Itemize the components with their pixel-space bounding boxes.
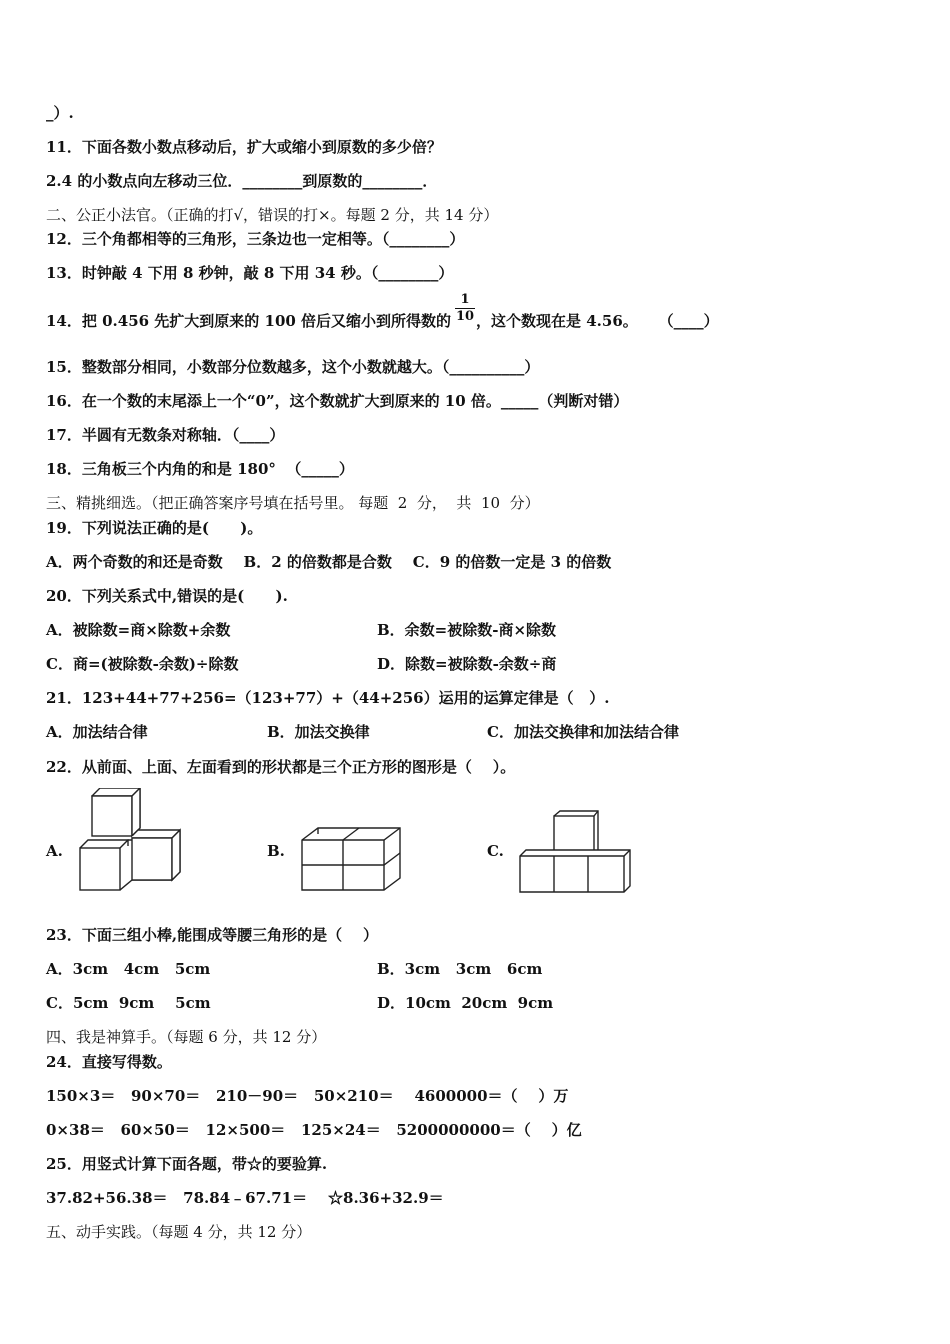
- section-2-title: 二、公正小法官。（正确的打√，错误的打×。每题 2 分，共 14 分）: [46, 206, 499, 224]
- question-20-option-d: D．除数=被除数-余数÷商: [377, 655, 557, 673]
- question-19-options: A．两个奇数的和还是奇数 B．2 的倍数都是合数 C．9 的倍数一定是 3 的倍数: [46, 553, 612, 571]
- question-20-option-a: A．被除数=商×除数+余数: [46, 621, 231, 639]
- cube-figure-b: [298, 824, 404, 894]
- question-20-option-c: C．商=(被除数-余数)÷除数: [46, 655, 239, 673]
- question-25: 25．用竖式计算下面各题，带☆的要验算.: [46, 1155, 328, 1173]
- question-24-row-1: 150×3＝ 90×70＝ 210－90＝ 50×210＝ 4600000＝（ ）万: [46, 1087, 569, 1105]
- question-21-option-c: C．加法交换律和加法结合律: [487, 723, 679, 741]
- question-22: 22．从前面、上面、左面看到的形状都是三个正方形的图形是（ ）。: [46, 758, 516, 776]
- question-11: 11．下面各数小数点移动后，扩大或缩小到原数的多少倍？: [46, 138, 442, 156]
- question-22-label-c: C.: [487, 842, 504, 860]
- question-23-option-b: B．3cm 3cm 6cm: [377, 960, 543, 978]
- section-5-title: 五、动手实践。（每题 4 分，共 12 分）: [46, 1223, 312, 1241]
- question-21-option-b: B．加法交换律: [267, 723, 370, 741]
- section-3-title: 三、精挑细选。（把正确答案序号填在括号里。 每题 2 分， 共 10 分）: [46, 494, 540, 512]
- cube-figure-c: [516, 810, 636, 896]
- question-24: 24．直接写得数。: [46, 1053, 172, 1071]
- question-16: 16．在一个数的末尾添上一个“0”，这个数就扩大到原来的 10 倍。_____（判断对错）: [46, 392, 629, 410]
- question-14-part2: ，这个数现在是 4.56。 （____）: [476, 312, 719, 330]
- question-17: 17．半圆有无数条对称轴．（____）: [46, 426, 285, 444]
- question-20-option-b: B．余数=被除数-商×除数: [377, 621, 557, 639]
- line-0: _）.: [46, 104, 74, 122]
- fraction-denominator: 10: [455, 309, 475, 324]
- question-12: 12．三个角都相等的三角形，三条边也一定相等。（________）: [46, 230, 465, 248]
- question-22-label-a: A.: [46, 842, 63, 860]
- question-23-option-c: C．5cm 9cm 5cm: [46, 994, 211, 1012]
- fraction-numerator: 1: [460, 292, 470, 307]
- cube-figure-a: [76, 788, 186, 894]
- question-23-option-a: A．3cm 4cm 5cm: [46, 960, 211, 978]
- question-23-option-d: D．10cm 20cm 9cm: [377, 994, 554, 1012]
- section-4-title: 四、我是神算手。（每题 6 分，共 12 分）: [46, 1028, 327, 1046]
- question-23: 23．下面三组小棒,能围成等腰三角形的是（ ）: [46, 926, 378, 944]
- fraction-one-tenth: [455, 293, 475, 324]
- question-18: 18．三角板三个内角的和是 180° （_____）: [46, 460, 354, 478]
- question-22-label-b: B.: [267, 842, 285, 860]
- question-21-option-a: A．加法结合律: [46, 723, 148, 741]
- question-21: 21．123+44+77+256=（123+77）+（44+256）运用的运算定律是（ ）.: [46, 689, 610, 707]
- question-14-part1: 14．把 0.456 先扩大到原来的 100 倍后又缩小到所得数的: [46, 312, 452, 330]
- question-25-row: 37.82+56.38＝ 78.84﹣67.71＝ ☆8.36+32.9＝: [46, 1189, 444, 1207]
- question-13: 13．时钟敲 4 下用 8 秒钟，敲 8 下用 34 秒。（________）: [46, 264, 454, 282]
- question-24-row-2: 0×38＝ 60×50＝ 12×500＝ 125×24＝ 5200000000＝（ ）亿: [46, 1121, 582, 1139]
- question-11-body: 2.4 的小数点向左移动三位．________到原数的________．: [46, 172, 438, 190]
- question-15: 15．整数部分相同，小数部分位数越多，这个小数就越大。（__________）: [46, 358, 540, 376]
- question-20: 20．下列关系式中,错误的是( ).: [46, 587, 288, 605]
- question-19: 19．下列说法正确的是( )。: [46, 519, 263, 537]
